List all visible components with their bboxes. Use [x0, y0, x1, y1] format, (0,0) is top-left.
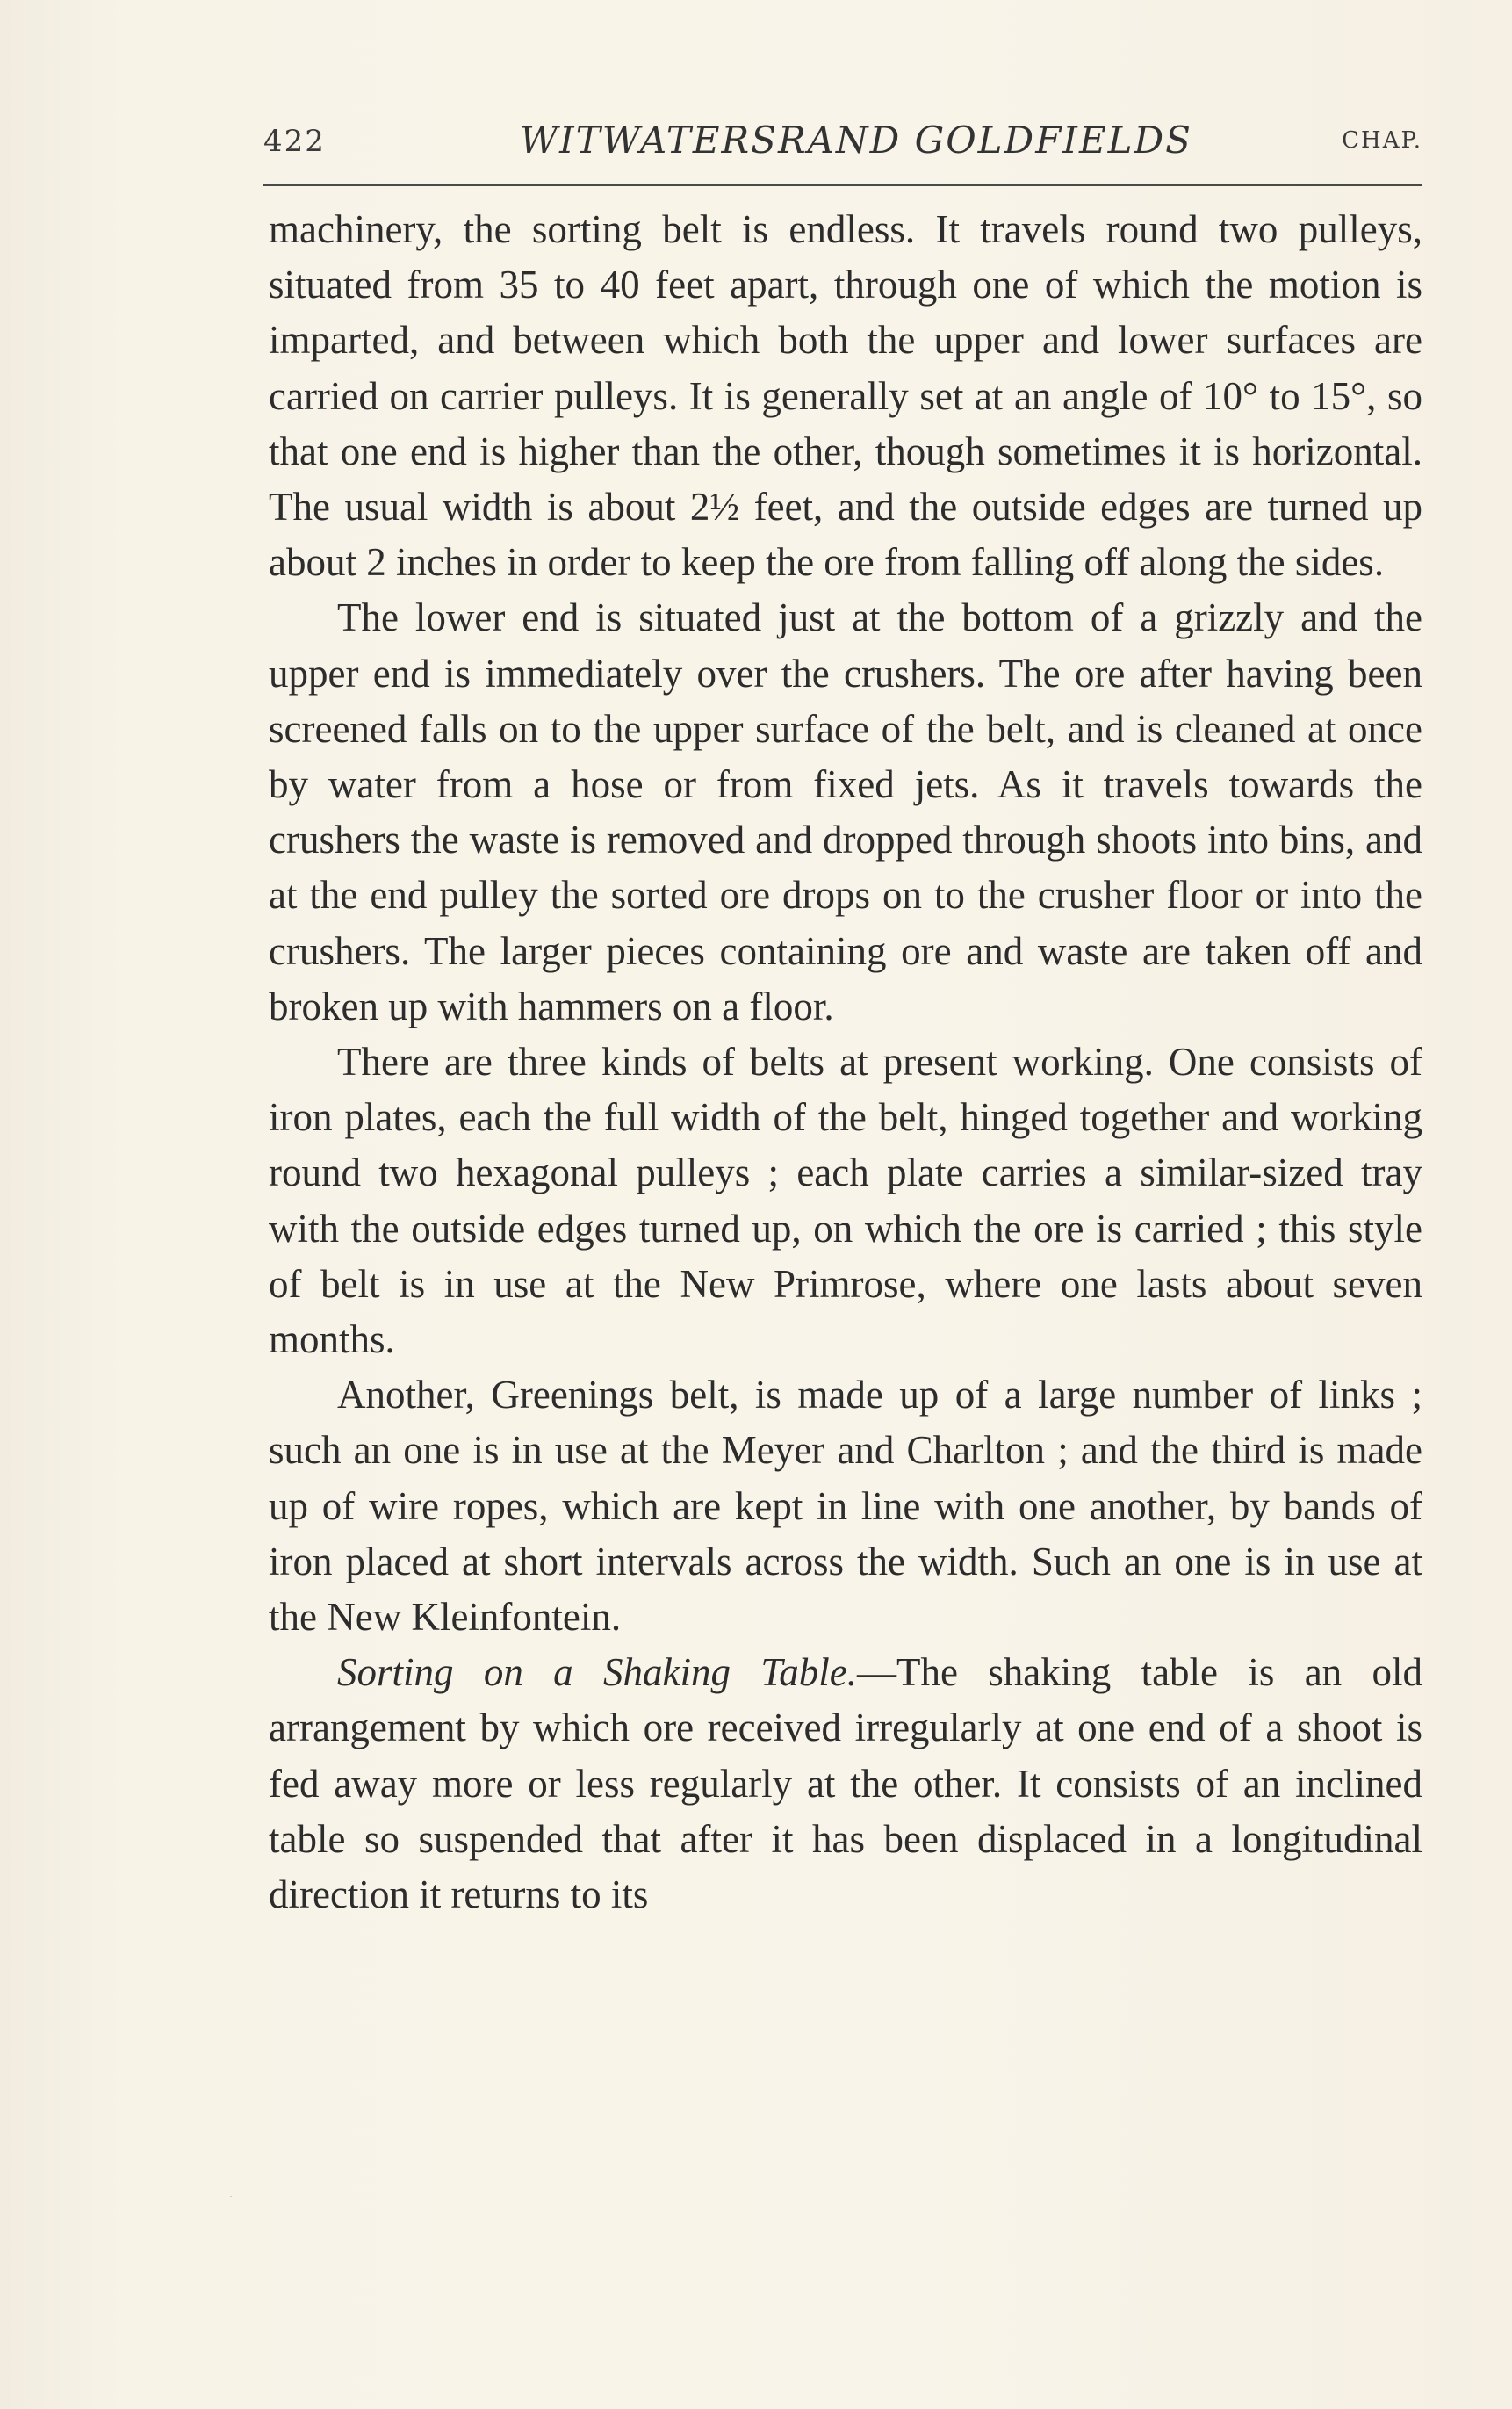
paragraph — [269, 202, 1422, 590]
section-heading-italic: Sorting on a Shaking Table. — [337, 1650, 857, 1695]
paragraph-text: There are three kinds of belts at present working. One consists of iron plates, each the full width of the belt, hinged together and working round two hexagonal pulleys ; each plate carries a similar-sized tray with the outside edges turned up, on which the ore is carried ; this style of belt is in use at the New Primrose, where one lasts about seven months. — [269, 1040, 1422, 1362]
paragraph — [269, 1035, 1422, 1367]
paragraph-text: machinery, the sorting belt is endless. It travels round two pulleys, situated from 35 to 40 feet apart, through one of which the motion is imparted, and between which both the upper and lower surfaces are carried on carrier pulleys. It is generally set at an angle of 10° to 15°, so that one end is higher than the other, though sometimes it is horizontal. The usual width is about 2½ feet, and the outside edges are turned up about 2 inches in order to keep the ore from falling off along the sides. — [269, 207, 1422, 585]
body-text — [269, 202, 1422, 1922]
paragraph-text: The lower end is situated just at the bottom of a grizzly and the upper end is immediately over the crushers. The ore after having been screened falls on to the upper surface of the belt, and is cleaned at once by water from a hose or from fixed jets. As it travels towards the crushers the waste is removed and dropped through shoots into bins, and at the end pulley the sorted ore drops on to the crusher floor or into the crushers. The larger pieces containing ore and waste are taken off and broken up with hammers on a floor. — [269, 595, 1422, 1028]
page-number: 422 — [263, 124, 326, 159]
paragraph — [269, 590, 1422, 1035]
page-header — [263, 119, 1422, 162]
paragraph-text: Another, Greenings belt, is made up of a large number of links ; such an one is in use at the Meyer and Charlton ; and the third is made up of wire ropes, which are kept in line with one another, by bands of iron placed at short intervals across the width. Such an one is in use at the New Kleinfontein. — [269, 1373, 1422, 1640]
paragraph — [269, 1367, 1422, 1645]
paragraph — [269, 1645, 1422, 1922]
chapter-label: CHAP. — [1342, 127, 1422, 154]
running-title: WITWATERSRAND GOLDFIELDS — [520, 119, 1192, 162]
paper-speck — [230, 2196, 232, 2197]
paragraph-text: —The shaking table is an old arrangement by which ore received irregularly at one end of a shoot is fed away more or less regularly at the other. It consists of an inclined table so suspended that after it has been displaced in a longitudinal direction it returns to its — [269, 1650, 1423, 1917]
header-rule — [263, 184, 1422, 186]
